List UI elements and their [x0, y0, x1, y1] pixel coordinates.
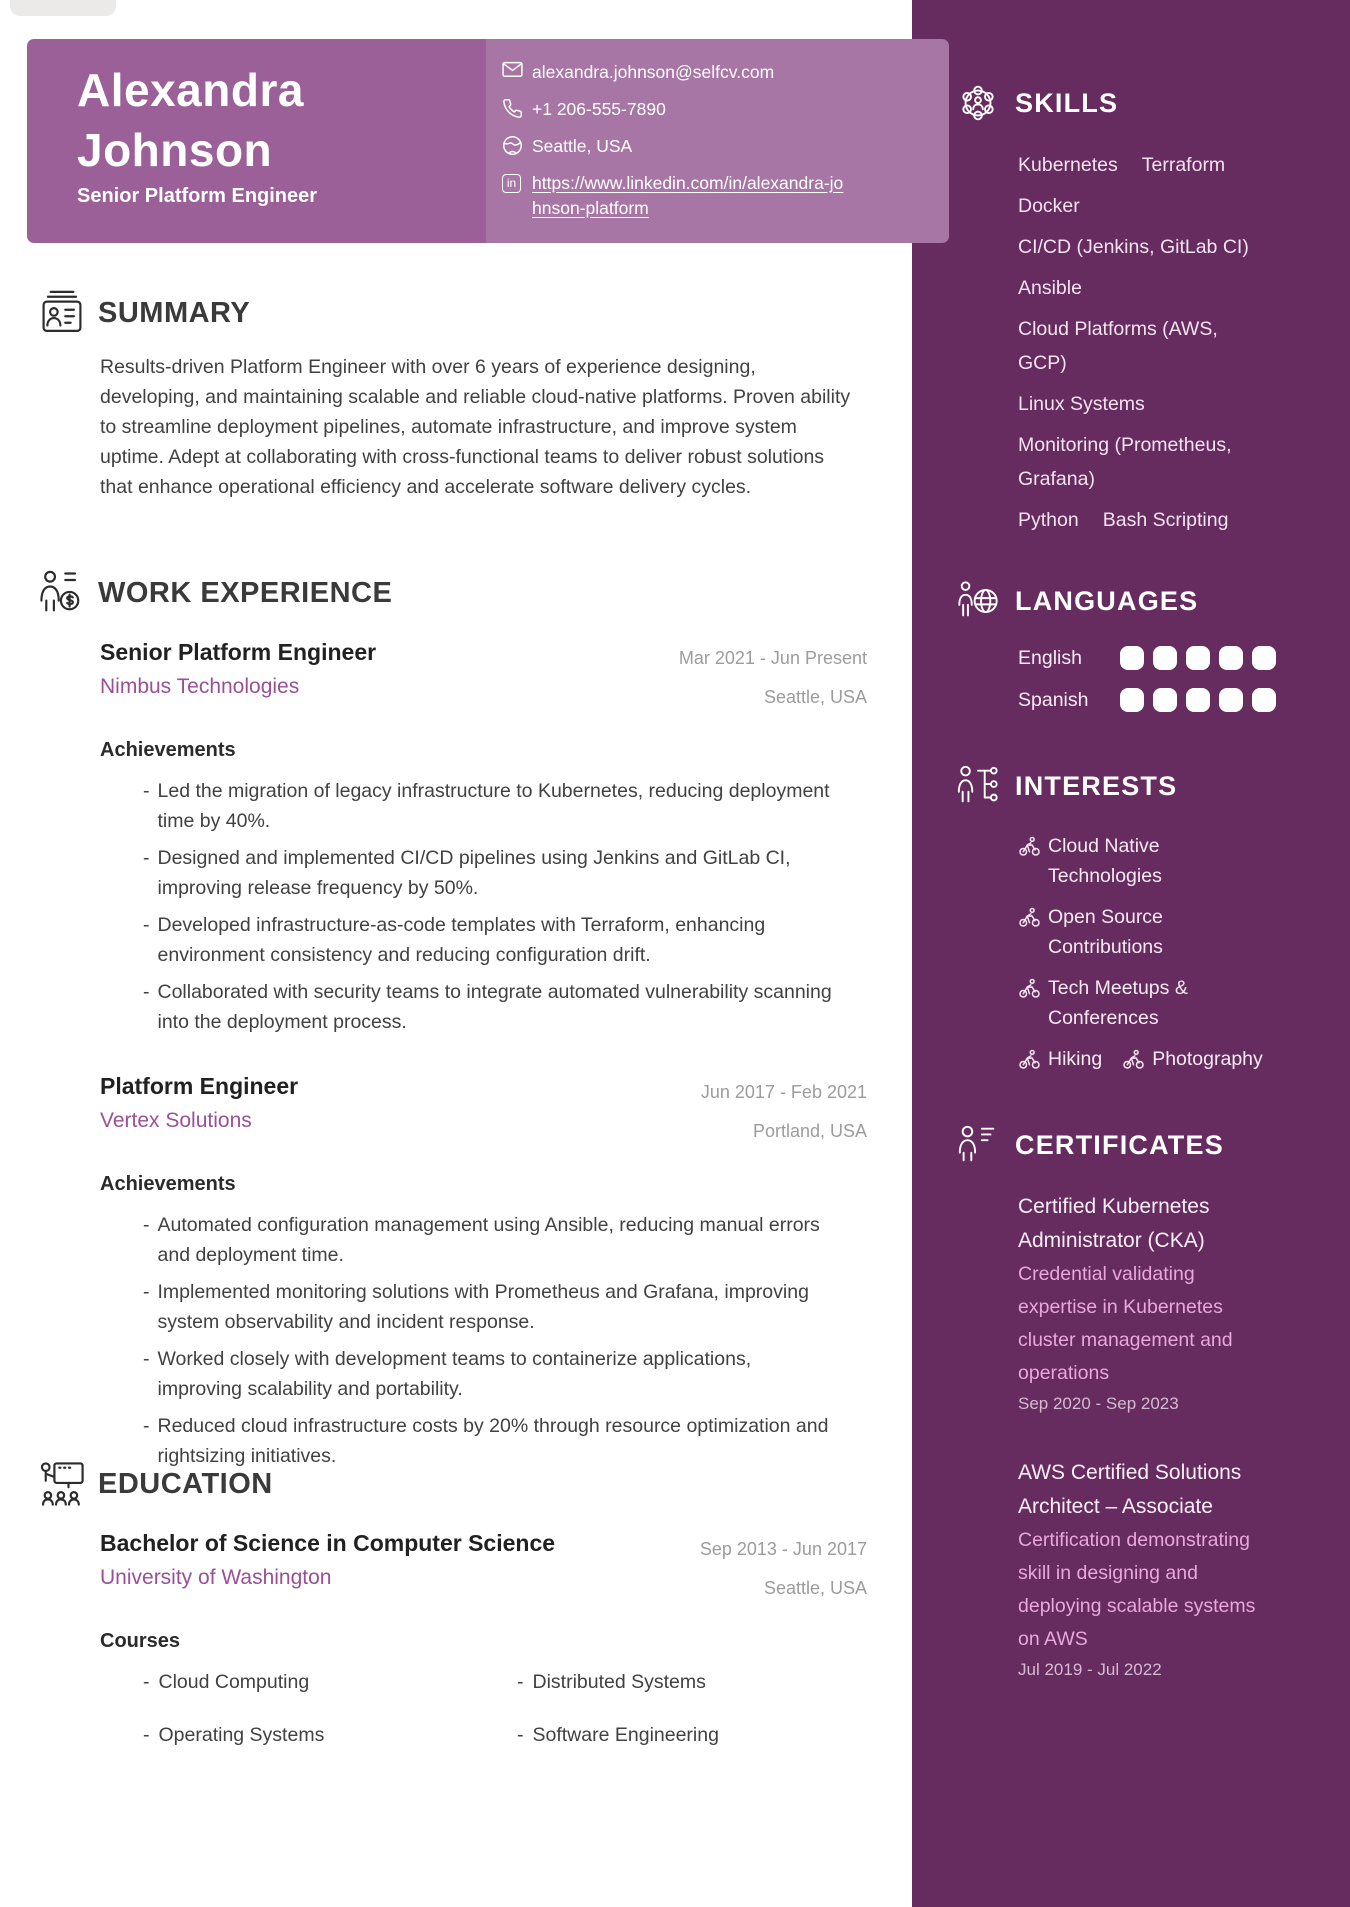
achievements-label: Achievements — [100, 739, 236, 761]
bullet-dash: - — [143, 1214, 150, 1236]
job-date: Jun 2017 - Feb 2021 — [700, 1082, 867, 1102]
contact-linkedin-row — [502, 171, 929, 221]
contact-phone[interactable]: +1 206-555-7890 — [532, 99, 666, 119]
summary-heading: SUMMARY — [98, 296, 251, 329]
bullet-dash: - — [517, 1671, 524, 1693]
achievement-bullet: - Worked closely with development teams to containerize applications, improving scalability and portability. — [143, 1344, 833, 1404]
bullet-dash: - — [143, 914, 150, 936]
achievement-bullet: - Automated configuration management using Ansible, reducing manual errors and deployment time. — [143, 1210, 833, 1270]
skill-item: Bash Scripting — [1102, 509, 1229, 531]
skill-item: Kubernetes — [1018, 154, 1118, 176]
course-item: - Cloud Computing — [143, 1667, 517, 1697]
cyclist-icon — [1122, 1048, 1145, 1071]
skill-item: Python — [1018, 509, 1079, 531]
course-item: - Operating Systems — [143, 1720, 517, 1750]
level-dot — [1219, 646, 1243, 670]
interest-item — [1018, 1044, 1102, 1074]
certificate-name: Certified Kubernetes Administrator (CKA) — [1018, 1195, 1210, 1252]
certificate-item — [1018, 1190, 1260, 1414]
certificate-item — [1018, 1456, 1260, 1680]
education-icon — [36, 1458, 88, 1510]
job-location: Portland, USA — [752, 1121, 867, 1141]
bullet-dash: - — [143, 1671, 150, 1693]
level-dot — [1252, 646, 1276, 670]
interests-section — [955, 763, 1276, 1074]
achievement-bullet: - Collaborated with security teams to integrate automated vulnerability scanning into the deployment process. — [143, 977, 833, 1037]
skill-item: Ansible — [1018, 277, 1082, 299]
page-corner-artifact — [10, 0, 116, 16]
person-name: Alexandra Johnson — [77, 64, 304, 176]
level-dot — [1153, 688, 1177, 712]
work-experience-section — [36, 567, 867, 1478]
language-level — [1120, 646, 1276, 670]
education-date: Sep 2013 - Jun 2017 — [699, 1539, 867, 1559]
education-section — [36, 1458, 867, 1750]
certificate-date: Jul 2019 - Jul 2022 — [1018, 1660, 1162, 1679]
contact-phone-row — [502, 97, 929, 122]
interest-item — [1018, 831, 1196, 891]
certificates-icon — [955, 1122, 1001, 1168]
interest-item — [1122, 1044, 1263, 1074]
certificate-name: AWS Certified Solutions Architect – Associate — [1018, 1461, 1242, 1518]
summary-icon — [36, 287, 88, 339]
languages-icon — [955, 578, 1001, 624]
job-entry — [100, 1073, 867, 1471]
job-title: Senior Platform Engineer — [100, 639, 377, 665]
certificate-description: Credential validating expertise in Kubernetes cluster management and operations — [1018, 1263, 1233, 1384]
education-entry — [100, 1530, 867, 1750]
skill-item: Linux Systems — [1018, 393, 1145, 415]
bullet-dash: - — [143, 1281, 150, 1303]
interest-label: Cloud Native Technologies — [1048, 835, 1162, 887]
contact-email[interactable]: alexandra.johnson@selfcv.com — [532, 62, 775, 82]
job-company[interactable]: Vertex Solutions — [100, 1109, 252, 1132]
work-experience-heading: WORK EXPERIENCE — [98, 576, 393, 609]
summary-section — [36, 287, 867, 502]
contact-panel — [486, 39, 949, 243]
cyclist-icon — [1018, 1048, 1041, 1071]
bullet-dash: - — [143, 780, 150, 802]
courses-label: Courses — [100, 1630, 181, 1652]
level-dot — [1186, 688, 1210, 712]
skills-heading: SKILLS — [1015, 87, 1119, 118]
language-row — [1018, 646, 1276, 670]
cyclist-icon — [1018, 835, 1041, 858]
certificate-description: Certification demonstrating skill in designing and deploying scalable systems on AWS — [1018, 1529, 1256, 1650]
contact-email-row — [502, 60, 929, 85]
level-dot — [1219, 688, 1243, 712]
person-job-title: Senior Platform Engineer — [77, 185, 318, 207]
level-dot — [1120, 646, 1144, 670]
school-name[interactable]: University of Washington — [100, 1566, 332, 1589]
bullet-dash: - — [143, 1724, 150, 1746]
email-icon — [502, 61, 523, 82]
achievement-bullet: - Designed and implemented CI/CD pipelines using Jenkins and GitLab CI, improving release frequency by 50%. — [143, 843, 833, 903]
cyclist-icon — [1018, 977, 1041, 1000]
phone-icon — [502, 98, 523, 119]
achievement-bullet: - Developed infrastructure-as-code templates with Terraform, enhancing environment consistency and reducing configuration drift. — [143, 910, 833, 970]
interests-icon — [955, 763, 1001, 809]
languages-heading: LANGUAGES — [1015, 585, 1199, 616]
bullet-dash: - — [143, 847, 150, 869]
achievement-bullet: - Implemented monitoring solutions with Prometheus and Grafana, improving system observability and incident response. — [143, 1277, 833, 1337]
job-company[interactable]: Nimbus Technologies — [100, 675, 300, 698]
interest-label: Photography — [1152, 1048, 1263, 1070]
bullet-dash: - — [143, 1415, 150, 1437]
skill-item: Monitoring (Prometheus, Grafana) — [1018, 434, 1232, 490]
interest-item — [1018, 973, 1196, 1033]
interest-label: Hiking — [1048, 1048, 1103, 1070]
cyclist-icon — [1018, 906, 1041, 929]
sidebar — [912, 0, 1350, 1907]
language-name: Spanish — [1018, 688, 1089, 711]
summary-text: Results-driven Platform Engineer with over 6 years of experience designing, developing, and maintaining scalable and reliable cloud-native platforms. Proven ability to streamline deployment pipelines, automate infrastructure, and improve system uptime. Adept at collaborating with cross-functional teams to deliver robust solutions that enhance operational efficiency and accelerate software delivery cycles. — [100, 356, 851, 498]
level-dot — [1120, 688, 1144, 712]
interest-label: Tech Meetups & Conferences — [1048, 977, 1188, 1029]
education-heading: EDUCATION — [98, 1467, 273, 1500]
level-dot — [1252, 688, 1276, 712]
course-item: - Software Engineering — [517, 1720, 883, 1750]
language-row — [1018, 688, 1276, 712]
interests-list — [1018, 831, 1276, 1074]
work-experience-icon — [36, 567, 88, 619]
contact-location: Seattle, USA — [532, 136, 633, 156]
achievement-bullet: - Reduced cloud infrastructure costs by 20% through resource optimization and rightsizing initiatives. — [143, 1411, 833, 1471]
job-date: Mar 2021 - Jun Present — [678, 648, 867, 668]
skill-item: Docker — [1018, 195, 1080, 217]
achievements-label: Achievements — [100, 1173, 236, 1195]
contact-linkedin-link[interactable]: https://www.linkedin.com/in/alexandra-johnson-platform — [532, 173, 844, 218]
bullet-dash: - — [143, 1348, 150, 1370]
interest-item — [1018, 902, 1196, 962]
achievement-bullet: - Led the migration of legacy infrastructure to Kubernetes, reducing deployment time by 40%. — [143, 776, 833, 836]
linkedin-icon: in — [502, 172, 523, 193]
languages-section — [955, 578, 1276, 730]
skills-list — [1018, 148, 1250, 537]
skill-item: CI/CD (Jenkins, GitLab CI) — [1018, 236, 1249, 258]
contact-location-row — [502, 134, 929, 159]
certificate-date: Sep 2020 - Sep 2023 — [1018, 1394, 1179, 1413]
skill-item: Terraform — [1141, 154, 1226, 176]
interests-heading: INTERESTS — [1015, 770, 1178, 801]
language-level — [1120, 688, 1276, 712]
job-title: Platform Engineer — [100, 1073, 299, 1099]
certificates-heading: CERTIFICATES — [1015, 1129, 1224, 1160]
job-entry — [100, 639, 867, 1037]
interest-label: Open Source Contributions — [1048, 906, 1163, 958]
level-dot — [1153, 646, 1177, 670]
job-location: Seattle, USA — [763, 687, 867, 707]
degree-title: Bachelor of Science in Computer Science — [100, 1530, 556, 1556]
skill-item: Cloud Platforms (AWS, GCP) — [1018, 318, 1218, 374]
level-dot — [1186, 646, 1210, 670]
language-name: English — [1018, 646, 1082, 669]
skills-section — [955, 80, 1276, 537]
bullet-dash: - — [143, 981, 150, 1003]
course-item: - Distributed Systems — [517, 1667, 883, 1697]
education-location: Seattle, USA — [763, 1578, 867, 1598]
globe-icon — [502, 135, 523, 156]
header-banner — [27, 39, 949, 243]
bullet-dash: - — [517, 1724, 524, 1746]
certificates-section — [955, 1122, 1276, 1722]
skills-icon — [955, 80, 1001, 126]
